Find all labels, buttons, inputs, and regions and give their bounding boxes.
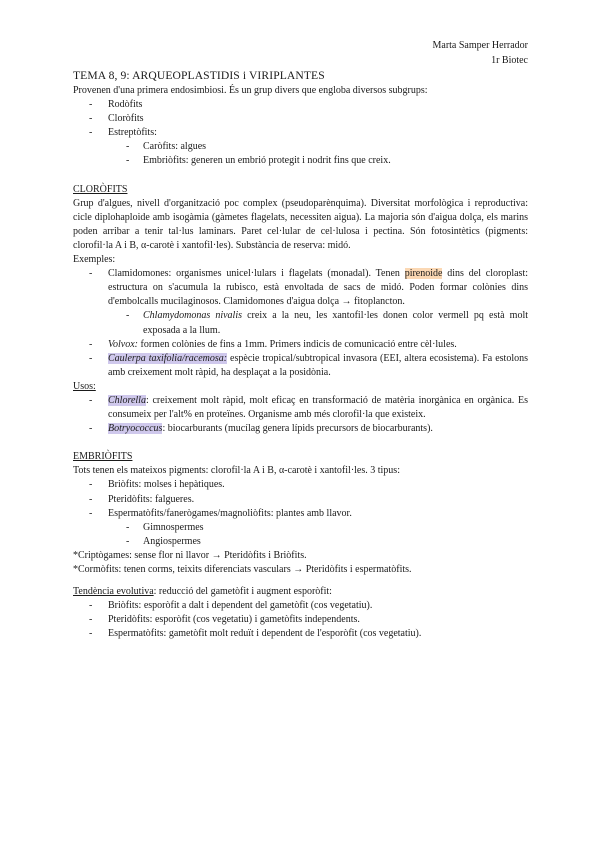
section-heading-clorofits: CLORÒFITS <box>73 183 128 195</box>
list-item: - Espermatòfits: gametòfit molt reduït i dependent de l'esporòfit (cos vegetatiu). <box>73 627 528 641</box>
clorofits-paragraph: Grup d'algues, nivell d'organització poc complex (pseudoparènquima). Diversitat morfològica i reproductiva: cicle diplohaploide amb isogàmia (gàmetes flagelats, necessiten aigua). La majoria són d'aigua dolça, els marins poden arribar a tenir tal·lus laminars. Paret cel·lular de cel·lulosa i pectina. Són fotosintètics (pigments: clorofil·la A i B, α-carotè i xantofil·les). Substància de reserva: midó. <box>73 197 528 251</box>
list-subitem: - Angiospermes <box>73 535 528 549</box>
list-item: - Caulerpa taxifolia/racemosa: espècie tropical/subtropical invasora (EEI, altera ecosistema). Fa estolons amb creixement molt ràpid, ha desplaçat a la posidònia. <box>73 352 528 380</box>
examples-list <box>73 267 528 380</box>
highlight-pirenoide: pirenoide <box>404 268 443 280</box>
list-subitem: - Embriòfits: generen un embrió protegit i nodrit fins que creix. <box>73 154 528 168</box>
author-block <box>432 38 528 68</box>
list-subitem: - Chlamydomonas nivalis creix a la neu, les xantofil·les donen color vermell pq està molt exposada a la llum. <box>73 309 528 337</box>
species-name: Volvox: <box>108 338 138 350</box>
list-item: - Estreptòfits: <box>73 126 528 140</box>
section-heading-embriofits: EMBRIÒFITS <box>73 451 133 463</box>
usos-label: Usos: <box>73 380 96 392</box>
species-name: Botryococcus <box>108 423 163 435</box>
list-subitem: - Caròfits: algues <box>73 140 528 154</box>
tendencia-list <box>73 599 528 641</box>
list-item: - Rodòfits <box>73 98 528 112</box>
species-name: Caulerpa taxifolia/racemosa: <box>108 352 228 364</box>
note-cormofits: *Cormòfits: tenen corms, teixits diferenciats vasculars → Pteridòfits i espermatòfits. <box>73 564 412 575</box>
tendencia-line: Tendència evolutiva: reducció del gametòfit i augment esporòfit: <box>73 586 332 598</box>
intro-text: Provenen d'una primera endosimbiosi. És un grup divers que engloba diversos subgrups: <box>73 85 428 96</box>
document-body <box>73 68 528 641</box>
list-item: - Volvox: formen colònies de fins a 1mm. Primers indicis de comunicació entre cèl·lules. <box>73 338 528 352</box>
list-subitem: - Gimnospermes <box>73 521 528 535</box>
author-name: Marta Samper Herrador <box>432 40 528 51</box>
list-item: - Pteridòfits: esporòfit (cos vegetatiu) i gametòfits independents. <box>73 613 528 627</box>
tendencia-label: Tendència evolutiva <box>73 586 154 598</box>
list-item: - Chlorella: creixement molt ràpid, molt eficaç en transformació de matèria inorgànica en orgànica. Es consumeix per l'alt% en proteïnes. Organisme amb més clorofil·la que existeix. <box>73 394 528 422</box>
course-label: 1r Biotec <box>491 55 528 66</box>
examples-label: Exemples: <box>73 254 116 266</box>
list-item: - Pteridòfits: falgueres. <box>73 493 528 507</box>
embriofits-intro: Tots tenen els mateixos pigments: clorofil·la A i B, α-carotè i xantofil·les. 3 tipus: <box>73 465 400 477</box>
note-criptogames: *Criptògames: sense flor ni llavor → Pteridòfits i Briòfits. <box>73 549 307 561</box>
page-title: TEMA 8, 9: ARQUEOPLASTIDIS i VIRIPLANTES <box>73 69 325 82</box>
embriofits-list <box>73 478 528 548</box>
list-item: - Botryococcus: biocarburants (mucílag genera lípids precursors de biocarburants). <box>73 422 528 436</box>
list-item: - Briòfits: molses i hepàtiques. <box>73 478 528 492</box>
species-name: Chlorella <box>108 394 146 406</box>
list-item: - Espermatòfits/fanerògames/magnoliòfits: plantes amb llavor. <box>73 507 528 521</box>
intro-list <box>73 98 528 168</box>
list-item: - Briòfits: esporòfit a dalt i dependent del gametòfit (cos vegetatiu). <box>73 599 528 613</box>
list-item: - Clamidomones: organismes unicel·lulars i flagelats (monadal). Tenen pirenoide dins del cloroplast: estructura on s'acumula la rubisco, està envoltada de sacs de midó. Poden formar colònies dins d'embolcalls mucilaginosos. Clamidomones d'aigua dolça → fitoplancton. <box>73 267 528 309</box>
species-name: Chlamydomonas nivalis <box>143 310 242 322</box>
list-item: - Cloròfits <box>73 112 528 126</box>
usos-list <box>73 394 528 436</box>
